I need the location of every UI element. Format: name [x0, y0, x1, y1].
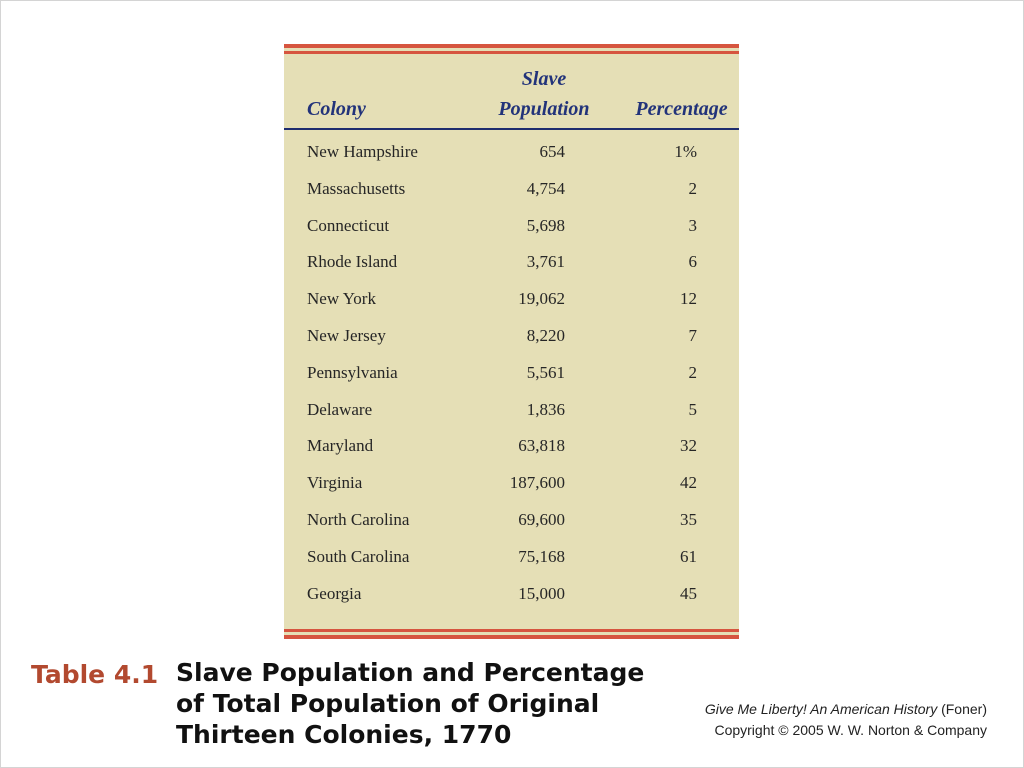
table-panel: [284, 44, 739, 639]
table-number: Table 4.1: [31, 660, 159, 689]
header-divider: [284, 128, 739, 130]
table-row: [284, 355, 739, 392]
cell-colony: Virginia: [307, 473, 363, 493]
cell-percentage: 61: [680, 546, 697, 566]
source-credit: [705, 699, 987, 741]
table-title-line3: Thirteen Colonies, 1770: [176, 720, 512, 749]
cell-population: 69,600: [518, 509, 565, 529]
cell-percentage: 2: [688, 362, 697, 382]
cell-population: 5,698: [526, 215, 565, 235]
table-row: [284, 171, 739, 208]
column-header-population: [484, 64, 604, 124]
cell-colony: Connecticut: [307, 215, 390, 235]
table-row: [284, 539, 739, 576]
copyright-line: Copyright © 2005 W. W. Norton & Company: [714, 722, 987, 738]
cell-population: 654: [539, 142, 565, 161]
cell-colony: New Jersey: [307, 325, 386, 345]
cell-percentage: 5: [688, 399, 697, 419]
table-row: [284, 318, 739, 355]
cell-colony: Georgia: [307, 583, 362, 603]
cell-percentage: 6: [688, 252, 697, 272]
cell-colony: New Hampshire: [307, 142, 418, 161]
cell-population: 75,168: [518, 546, 565, 566]
cell-percentage: 12: [680, 289, 697, 309]
table-row: [284, 465, 739, 502]
top-red-rule: [284, 44, 739, 48]
cell-population: 4,754: [526, 178, 565, 198]
table-row: [284, 428, 739, 465]
bottom-red-rule-thin: [284, 629, 739, 632]
cell-population: 15,000: [518, 583, 565, 603]
table-title-line1: Slave Population and Percentage: [176, 658, 645, 687]
table-row: [284, 576, 739, 613]
table-row: [284, 281, 739, 318]
column-header-colony: Colony: [307, 98, 366, 120]
cell-colony: New York: [307, 289, 376, 309]
cell-colony: Rhode Island: [307, 252, 398, 272]
cell-percentage: 45: [680, 583, 697, 603]
table-row: [284, 134, 739, 171]
cell-population: 63,818: [518, 436, 565, 456]
cell-population: 3,761: [526, 252, 565, 272]
cell-colony: Pennsylvania: [307, 362, 398, 382]
cell-colony: South Carolina: [307, 546, 410, 566]
table-title: [176, 657, 686, 750]
cell-population: 187,600: [509, 473, 565, 493]
table-row: [284, 208, 739, 245]
cell-percentage: 7: [688, 325, 697, 345]
cell-percentage: 35: [680, 509, 697, 529]
cell-population: 8,220: [526, 325, 565, 345]
source-book-line: [705, 699, 987, 720]
table-row: [284, 392, 739, 429]
cell-percentage: 1%: [674, 142, 697, 161]
cell-colony: Massachusetts: [307, 178, 406, 198]
cell-colony: Delaware: [307, 399, 373, 419]
cell-percentage: 32: [680, 436, 697, 456]
column-header-population-line1: Slave: [521, 68, 567, 90]
bottom-red-rule: [284, 635, 739, 639]
top-red-rule-thin: [284, 51, 739, 54]
cell-percentage: 2: [688, 178, 697, 198]
table-title-line2: of Total Population of Original: [176, 689, 600, 718]
table-row: [284, 244, 739, 281]
column-header-population-line2: Population: [498, 98, 590, 120]
cell-population: 1,836: [526, 399, 565, 419]
book-author: (Foner): [941, 701, 987, 717]
table-row: [284, 502, 739, 539]
table-body: [284, 134, 739, 612]
cell-percentage: 3: [688, 215, 697, 235]
cell-colony: Maryland: [307, 436, 374, 456]
cell-percentage: 42: [680, 473, 697, 493]
cell-population: 5,561: [526, 362, 565, 382]
cell-colony: North Carolina: [307, 509, 410, 529]
book-title: Give Me Liberty! An American History: [704, 701, 938, 717]
cell-population: 19,062: [518, 289, 565, 309]
column-header-percentage: Percentage: [635, 98, 728, 120]
